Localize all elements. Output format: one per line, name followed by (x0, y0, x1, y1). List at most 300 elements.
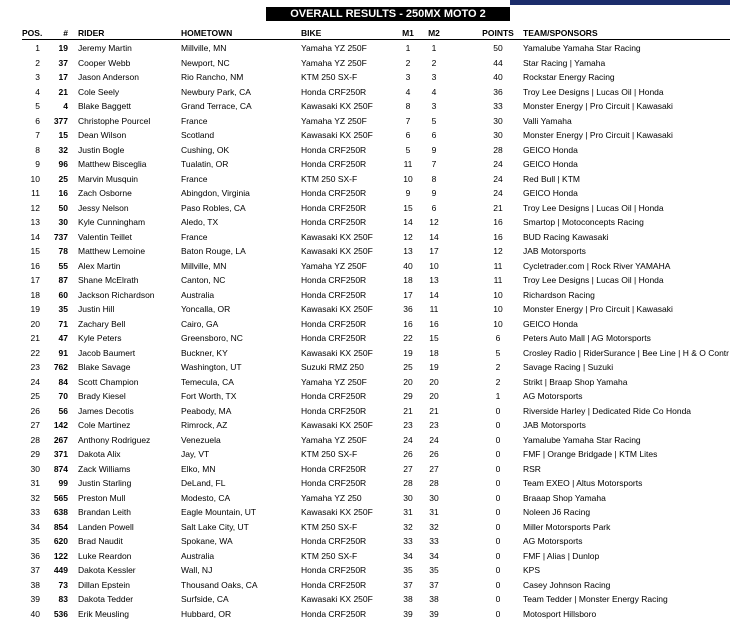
cell-m1: 27 (403, 463, 413, 474)
cell-m2: 16 (429, 318, 439, 329)
cell-m1: 18 (403, 275, 413, 285)
cell-number: 60 (58, 289, 68, 300)
cell-points: 0 (495, 608, 501, 619)
cell-hometown: France (181, 115, 208, 126)
cell-number: 762 (53, 362, 68, 372)
cell-hometown: Newbury Park, CA (181, 86, 251, 97)
cell-hometown: Grand Terrace, CA (181, 101, 252, 111)
cell-points: 0 (495, 478, 501, 488)
cell-team: Peters Auto Mall | AG Motorsports (523, 333, 651, 343)
cell-rider: Alex Martin (78, 260, 121, 271)
cell-hometown: Canton, NC (181, 275, 226, 285)
cell-hometown: Baton Rouge, LA (181, 246, 246, 256)
cell-m2: 37 (429, 579, 439, 590)
cell-points: 24 (493, 173, 503, 184)
cell-m1: 34 (403, 550, 413, 561)
cell-rider: Matthew Lemoine (78, 246, 146, 256)
cell-pos: 10 (30, 173, 40, 184)
cell-rider: Jessy Nelson (78, 202, 129, 213)
cell-bike: Kawasaki KX 250F (301, 231, 373, 242)
cell-rider: Dakota Tedder (78, 594, 134, 604)
cell-pos: 27 (30, 420, 40, 430)
table-row (0, 215, 730, 230)
cell-hometown: Wall, NJ (181, 565, 213, 575)
cell-rider: Blake Savage (78, 362, 131, 372)
cell-m2: 20 (429, 391, 439, 401)
cell-m2: 2 (431, 57, 437, 68)
cell-bike: KTM 250 SX-F (301, 521, 358, 532)
cell-rider: Brad Naudit (78, 536, 123, 546)
table-row (0, 433, 730, 448)
cell-number: 17 (58, 72, 68, 82)
table-row (0, 549, 730, 564)
cell-pos: 40 (30, 608, 40, 619)
cell-points: 24 (493, 159, 503, 169)
cell-rider: Cooper Webb (78, 57, 131, 68)
cell-rider: Blake Baggett (78, 101, 131, 111)
cell-number: 16 (58, 188, 68, 198)
cell-hometown: Temecula, CA (181, 376, 234, 387)
cell-hometown: Peabody, MA (181, 405, 232, 416)
header-accent-bar (510, 0, 730, 5)
cell-bike: KTM 250 SX-F (301, 72, 358, 82)
header-hometown: HOMETOWN (181, 28, 233, 38)
cell-number: 56 (58, 405, 68, 416)
cell-m1: 24 (403, 434, 413, 445)
cell-pos: 29 (30, 449, 40, 459)
cell-m2: 6 (431, 130, 437, 140)
table-row (0, 85, 730, 100)
cell-points: 1 (495, 391, 501, 401)
cell-number: 122 (53, 550, 68, 561)
cell-m2: 14 (429, 289, 439, 300)
cell-team: Noleen J6 Racing (523, 507, 591, 517)
cell-bike: Yamaha YZ 250F (301, 43, 367, 53)
cell-pos: 20 (30, 318, 40, 329)
cell-bike: Kawasaki KX 250F (301, 130, 373, 140)
cell-rider: Zack Williams (78, 463, 131, 474)
cell-hometown: Cushing, OK (181, 144, 230, 155)
table-row (0, 607, 730, 622)
table-row (0, 404, 730, 419)
cell-m2: 20 (429, 376, 439, 387)
cell-team: Richardson Racing (523, 289, 595, 300)
cell-hometown: Millville, MN (181, 260, 227, 271)
cell-points: 28 (493, 144, 503, 155)
cell-bike: Kawasaki KX 250F (301, 347, 373, 358)
table-row (0, 578, 730, 593)
cell-points: 33 (493, 101, 503, 111)
cell-pos: 25 (30, 391, 40, 401)
table-row (0, 592, 730, 607)
cell-m1: 2 (405, 57, 411, 68)
cell-pos: 24 (30, 376, 40, 387)
cell-pos: 14 (30, 231, 40, 242)
cell-m1: 26 (403, 449, 413, 459)
cell-m1: 25 (403, 362, 413, 372)
cell-team: KPS (523, 565, 541, 575)
cell-pos: 7 (35, 130, 40, 140)
cell-number: 15 (58, 130, 68, 140)
cell-hometown: Venezuela (181, 434, 221, 445)
cell-pos: 30 (30, 463, 40, 474)
cell-pos: 9 (35, 159, 40, 169)
cell-team: GEICO Honda (523, 318, 578, 329)
cell-rider: Zachary Bell (78, 318, 126, 329)
cell-points: 16 (493, 231, 503, 242)
cell-m1: 39 (403, 608, 413, 619)
cell-m2: 39 (429, 608, 439, 619)
cell-hometown: Paso Robles, CA (181, 202, 246, 213)
cell-team: Motosport Hillsboro (523, 608, 597, 619)
cell-rider: Shane McElrath (78, 275, 139, 285)
cell-bike: Kawasaki KX 250F (301, 507, 373, 517)
cell-hometown: Jay, VT (181, 449, 210, 459)
cell-m1: 37 (403, 579, 413, 590)
header-rider: RIDER (78, 28, 105, 38)
table-row (0, 491, 730, 506)
cell-m2: 12 (429, 217, 439, 227)
cell-m1: 13 (403, 246, 413, 256)
cell-pos: 33 (30, 507, 40, 517)
cell-team: Casey Johnson Racing (523, 579, 611, 590)
cell-points: 11 (493, 275, 503, 285)
cell-points: 16 (493, 217, 503, 227)
cell-hometown: France (181, 231, 208, 242)
cell-m2: 9 (431, 188, 437, 198)
header-bike: BIKE (301, 28, 322, 38)
cell-hometown: Australia (181, 550, 215, 561)
cell-rider: Kyle Cunningham (78, 217, 146, 227)
cell-points: 12 (493, 246, 503, 256)
cell-hometown: Rimrock, AZ (181, 420, 228, 430)
page-title: OVERALL RESULTS - 250MX MOTO 2 (266, 7, 510, 21)
cell-pos: 28 (30, 434, 40, 445)
cell-number: 96 (58, 159, 68, 169)
cell-pos: 16 (30, 260, 40, 271)
cell-m2: 26 (429, 449, 439, 459)
cell-rider: Erik Meusling (78, 608, 130, 619)
cell-number: 91 (58, 347, 68, 358)
table-row (0, 172, 730, 187)
cell-rider: Justin Bogle (78, 144, 125, 155)
table-row (0, 476, 730, 491)
cell-number: 267 (53, 434, 68, 445)
table-row (0, 302, 730, 317)
cell-pos: 34 (30, 521, 40, 532)
cell-team: Savage Racing | Suzuki (523, 362, 614, 372)
header-m2: M2 (428, 28, 440, 38)
cell-rider: Preston Mull (78, 492, 126, 503)
cell-team: Yamalube Yamaha Star Racing (523, 43, 641, 53)
table-row (0, 346, 730, 361)
cell-team: Troy Lee Designs | Lucas Oil | Honda (523, 86, 664, 97)
cell-pos: 19 (30, 304, 40, 314)
table-row (0, 360, 730, 375)
cell-rider: Valentin Teillet (78, 231, 133, 242)
cell-pos: 38 (30, 579, 40, 590)
cell-m1: 31 (403, 507, 413, 517)
cell-number: 371 (53, 449, 68, 459)
cell-team: Troy Lee Designs | Lucas Oil | Honda (523, 202, 664, 213)
cell-points: 0 (495, 492, 501, 503)
cell-m1: 3 (405, 72, 411, 82)
table-row (0, 505, 730, 520)
cell-rider: James Decotis (78, 405, 134, 416)
cell-points: 0 (495, 565, 501, 575)
cell-team: GEICO Honda (523, 159, 578, 169)
cell-hometown: Newport, NC (181, 57, 230, 68)
cell-m2: 19 (429, 362, 439, 372)
cell-m1: 6 (405, 130, 411, 140)
cell-bike: Yamaha YZ 250 (301, 492, 362, 503)
cell-bike: Suzuki RMZ 250 (301, 362, 364, 372)
cell-m1: 20 (403, 376, 413, 387)
cell-bike: Honda CRF250R (301, 318, 367, 329)
cell-points: 50 (493, 43, 503, 53)
cell-rider: Brandan Leith (78, 507, 131, 517)
cell-number: 21 (58, 86, 68, 97)
cell-pos: 1 (35, 43, 40, 53)
cell-bike: Kawasaki KX 250F (301, 304, 373, 314)
cell-m2: 27 (429, 463, 439, 474)
cell-m2: 24 (429, 434, 439, 445)
cell-team: Star Racing | Yamaha (523, 57, 606, 68)
cell-number: 737 (53, 231, 68, 242)
cell-number: 565 (53, 492, 68, 503)
cell-points: 11 (493, 260, 503, 271)
cell-number: 50 (58, 202, 68, 213)
cell-m1: 11 (403, 159, 413, 169)
table-row (0, 41, 730, 56)
cell-pos: 36 (30, 550, 40, 561)
cell-rider: Marvin Musquin (78, 173, 138, 184)
table-row (0, 99, 730, 114)
cell-rider: Christophe Pourcel (78, 115, 151, 126)
cell-number: 78 (58, 246, 68, 256)
cell-points: 0 (495, 434, 501, 445)
cell-m1: 22 (403, 333, 413, 343)
table-row (0, 520, 730, 535)
cell-pos: 18 (30, 289, 40, 300)
cell-hometown: Washington, UT (181, 362, 242, 372)
cell-m2: 5 (431, 115, 437, 126)
cell-pos: 39 (30, 594, 40, 604)
cell-rider: Dakota Alix (78, 449, 121, 459)
cell-pos: 23 (30, 362, 40, 372)
cell-m1: 21 (403, 405, 413, 416)
cell-team: Monster Energy | Pro Circuit | Kawasaki (523, 101, 673, 111)
cell-m1: 36 (403, 304, 413, 314)
cell-m2: 7 (431, 159, 437, 169)
cell-m1: 7 (405, 115, 411, 126)
cell-rider: Zach Osborne (78, 188, 132, 198)
table-row (0, 534, 730, 549)
cell-hometown: Yoncalla, OR (181, 304, 231, 314)
cell-points: 0 (495, 536, 501, 546)
cell-points: 6 (495, 333, 501, 343)
cell-rider: Luke Reardon (78, 550, 132, 561)
cell-rider: Justin Starling (78, 478, 132, 488)
cell-points: 0 (495, 420, 501, 430)
cell-rider: Scott Champion (78, 376, 139, 387)
cell-number: 83 (58, 594, 68, 604)
cell-number: 30 (58, 217, 68, 227)
cell-points: 30 (493, 115, 503, 126)
cell-points: 36 (493, 86, 503, 97)
cell-team: Monster Energy | Pro Circuit | Kawasaki (523, 130, 673, 140)
cell-m2: 8 (431, 173, 437, 184)
cell-team: AG Motorsports (523, 391, 583, 401)
cell-hometown: Elko, MN (181, 463, 216, 474)
cell-m1: 35 (403, 565, 413, 575)
cell-m2: 3 (431, 72, 437, 82)
cell-hometown: Modesto, CA (181, 492, 231, 503)
cell-team: AG Motorsports (523, 536, 583, 546)
cell-hometown: Spokane, WA (181, 536, 233, 546)
cell-hometown: Surfside, CA (181, 594, 229, 604)
cell-points: 2 (495, 376, 501, 387)
cell-rider: Jackson Richardson (78, 289, 155, 300)
cell-bike: Honda CRF250R (301, 463, 367, 474)
cell-bike: Honda CRF250R (301, 391, 367, 401)
cell-number: 536 (53, 608, 68, 619)
cell-hometown: Scotland (181, 130, 215, 140)
cell-bike: Honda CRF250R (301, 86, 367, 97)
cell-points: 0 (495, 405, 501, 416)
cell-team: Team EXEO | Altus Motorsports (523, 478, 643, 488)
cell-m2: 10 (429, 260, 439, 271)
cell-bike: Honda CRF250R (301, 608, 367, 619)
table-row (0, 157, 730, 172)
table-row (0, 259, 730, 274)
cell-bike: Honda CRF250R (301, 159, 367, 169)
cell-bike: Honda CRF250R (301, 478, 367, 488)
cell-bike: Honda CRF250R (301, 405, 367, 416)
cell-team: GEICO Honda (523, 188, 578, 198)
cell-team: JAB Motorsports (523, 246, 586, 256)
table-row (0, 201, 730, 216)
header-pos: POS. (22, 28, 43, 38)
cell-points: 0 (495, 463, 501, 474)
table-row (0, 244, 730, 259)
cell-pos: 37 (30, 565, 40, 575)
cell-bike: Yamaha YZ 250F (301, 115, 367, 126)
cell-rider: Dillan Epstein (78, 579, 130, 590)
cell-bike: Kawasaki KX 250F (301, 594, 373, 604)
cell-bike: KTM 250 SX-F (301, 550, 358, 561)
cell-number: 449 (53, 565, 68, 575)
cell-points: 21 (493, 202, 503, 213)
cell-m1: 15 (403, 202, 413, 213)
cell-team: Monster Energy | Pro Circuit | Kawasaki (523, 304, 673, 314)
cell-team: Smartop | Motoconcepts Racing (523, 217, 644, 227)
cell-number: 55 (58, 260, 68, 271)
cell-m1: 10 (403, 173, 413, 184)
cell-number: 87 (58, 275, 68, 285)
cell-rider: Matthew Bisceglia (78, 159, 147, 169)
cell-m1: 12 (403, 231, 413, 242)
cell-m2: 4 (431, 86, 437, 97)
cell-bike: Kawasaki KX 250F (301, 246, 373, 256)
cell-team: GEICO Honda (523, 144, 578, 155)
cell-team: Red Bull | KTM (523, 173, 581, 184)
cell-number: 70 (58, 391, 68, 401)
cell-hometown: Cairo, GA (181, 318, 219, 329)
cell-pos: 22 (30, 347, 40, 358)
cell-m2: 11 (429, 304, 439, 314)
cell-number: 854 (53, 521, 68, 532)
cell-number: 874 (53, 463, 68, 474)
cell-team: Valli Yamaha (523, 115, 572, 126)
cell-m1: 19 (403, 347, 413, 358)
cell-bike: Honda CRF250R (301, 188, 367, 198)
cell-pos: 35 (30, 536, 40, 546)
header-divider (22, 39, 730, 40)
cell-pos: 2 (35, 57, 40, 68)
cell-rider: Cole Seely (78, 86, 120, 97)
cell-team: Cycletrader.com | Rock River YAMAHA (523, 260, 671, 271)
cell-number: 620 (53, 536, 68, 546)
table-row (0, 70, 730, 85)
cell-bike: Yamaha YZ 250F (301, 260, 367, 271)
cell-m1: 28 (403, 478, 413, 488)
cell-points: 30 (493, 130, 503, 140)
cell-points: 0 (495, 594, 501, 604)
cell-rider: Brady Kiesel (78, 391, 126, 401)
cell-m1: 4 (405, 86, 411, 97)
table-row (0, 389, 730, 404)
cell-bike: KTM 250 SX-F (301, 449, 358, 459)
cell-team: Troy Lee Designs | Lucas Oil | Honda (523, 275, 664, 285)
cell-points: 0 (495, 579, 501, 590)
table-row (0, 462, 730, 477)
cell-m2: 21 (429, 405, 439, 416)
cell-team: Riverside Harley | Dedicated Ride Co Honda (523, 405, 692, 416)
cell-bike: Kawasaki KX 250F (301, 101, 373, 111)
cell-pos: 32 (30, 492, 40, 503)
cell-points: 0 (495, 507, 501, 517)
cell-pos: 11 (31, 188, 40, 198)
cell-hometown: DeLand, FL (181, 478, 226, 488)
cell-bike: Honda CRF250R (301, 565, 367, 575)
cell-bike: Honda CRF250R (301, 202, 367, 213)
cell-points: 0 (495, 449, 501, 459)
cell-points: 10 (493, 318, 503, 329)
cell-m2: 9 (431, 144, 437, 155)
header-team: TEAM/SPONSORS (523, 28, 598, 38)
cell-pos: 3 (35, 72, 40, 82)
cell-bike: Honda CRF250R (301, 289, 367, 300)
cell-points: 44 (493, 57, 503, 68)
cell-number: 73 (58, 579, 68, 590)
cell-hometown: Buckner, KY (181, 347, 228, 358)
cell-number: 71 (58, 318, 68, 329)
cell-rider: Justin Hill (78, 304, 115, 314)
table-row (0, 288, 730, 303)
cell-rider: Landen Powell (78, 521, 134, 532)
cell-m2: 34 (429, 550, 439, 561)
cell-m2: 17 (429, 246, 439, 256)
cell-team: Braaap Shop Yamaha (523, 492, 606, 503)
table-row (0, 186, 730, 201)
cell-team: JAB Motorsports (523, 420, 586, 430)
cell-team: FMF | Alias | Dunlop (523, 550, 600, 561)
header-points: POINTS (482, 28, 514, 38)
cell-pos: 31 (30, 478, 40, 488)
table-row (0, 331, 730, 346)
cell-m2: 23 (429, 420, 439, 430)
